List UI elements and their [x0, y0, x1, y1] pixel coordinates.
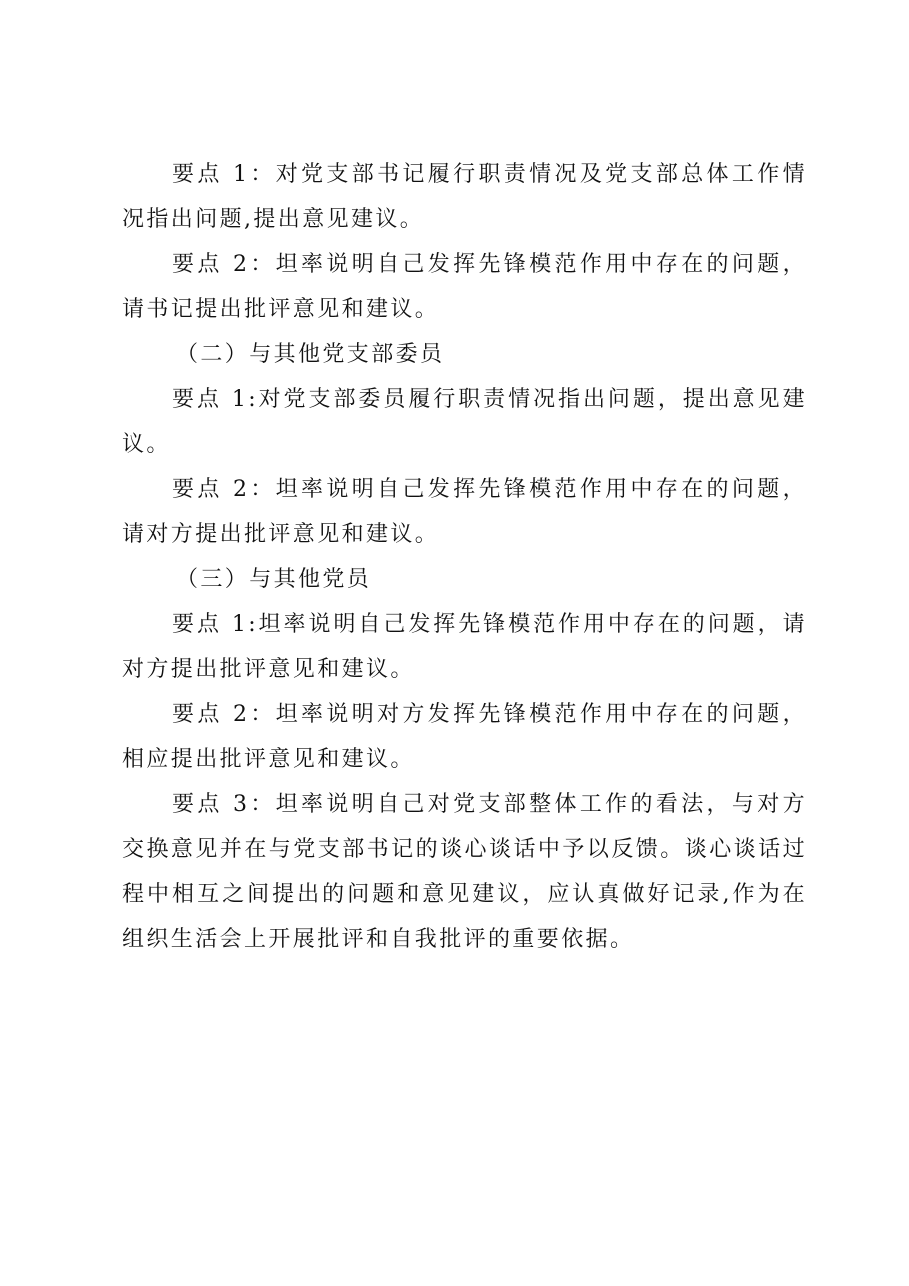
section-3-point-1: 要点 1:坦率说明自己发挥先锋模范作用中存在的问题，请对方提出批评意见和建议。: [122, 612, 807, 682]
section-2-point-2: 要点 2：坦率说明自己发挥先锋模范作用中存在的问题，请对方提出批评意见和建议。: [122, 477, 807, 547]
section-1-point-2: 要点 2：坦率说明自己发挥先锋模范作用中存在的问题，请书记提出批评意见和建议。: [122, 252, 807, 322]
document-body: [122, 152, 807, 962]
section-3-point-3: 要点 3：坦率说明自己对党支部整体工作的看法，与对方交换意见并在与党支部书记的谈心谈话中予以反馈。谈心谈话过程中相互之间提出的问题和意见建议，应认真做好记录,作为在组织生活会上开展批评和自我批评的重要依据。: [122, 792, 807, 952]
section-2-heading: （二）与其他党支部委员: [176, 342, 445, 367]
section-1-point-1: 要点 1：对党支部书记履行职责情况及党支部总体工作情况指出问题,提出意见建议。: [122, 162, 807, 232]
section-3-point-2: 要点 2：坦率说明对方发挥先锋模范作用中存在的问题，相应提出批评意见和建议。: [122, 702, 807, 772]
section-3-heading: （三）与其他党员: [176, 567, 372, 592]
section-2-point-1: 要点 1:对党支部委员履行职责情况指出问题，提出意见建议。: [122, 387, 807, 457]
